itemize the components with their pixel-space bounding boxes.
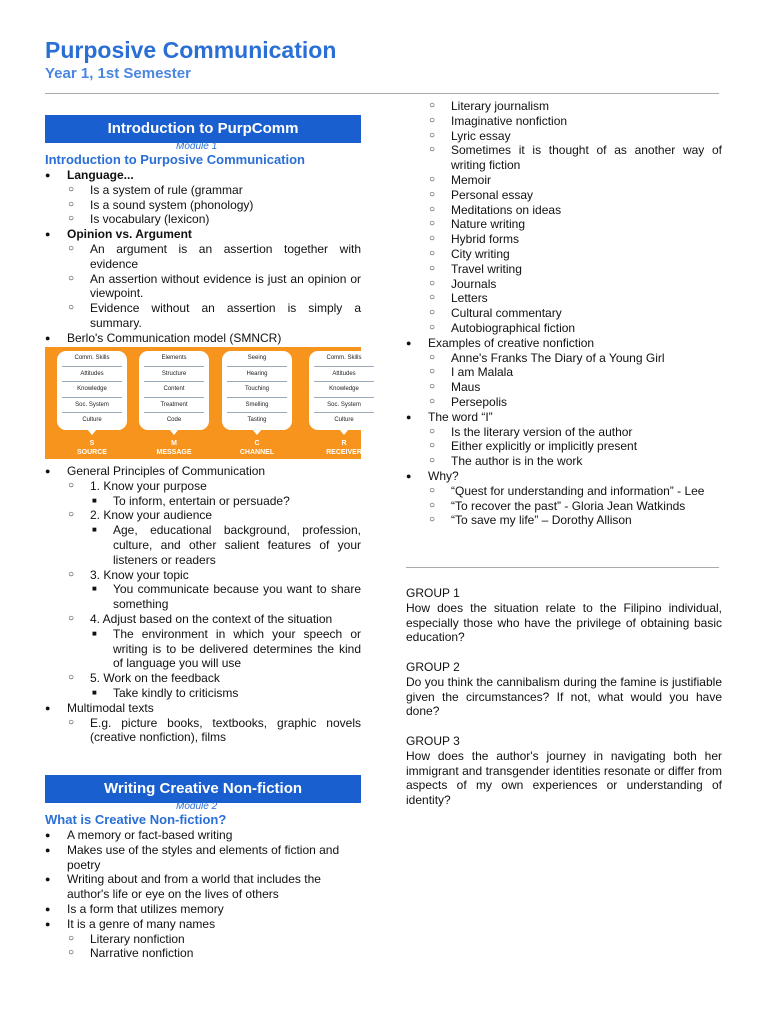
diagram-item: Attitudes bbox=[62, 367, 122, 383]
diagram-item: Content bbox=[144, 382, 204, 398]
list-item: ○ Nature writing bbox=[406, 217, 722, 232]
list-item: ○ 1. Know your purpose bbox=[45, 479, 361, 494]
diagram-letter: M bbox=[171, 440, 177, 447]
module1-list-top bbox=[45, 168, 361, 346]
diagram-item: Culture bbox=[334, 417, 354, 423]
diagram-item: Hearing bbox=[227, 367, 287, 383]
list-item: ○ 5. Work on the feedback bbox=[45, 671, 361, 686]
list-item: ○ An assertion without evidence is just an opinion or viewpoint. bbox=[45, 272, 361, 302]
list-item: ○ City writing bbox=[406, 247, 722, 262]
diagram-name: RECEIVER bbox=[326, 449, 362, 456]
module1-label: Module 1 bbox=[176, 141, 218, 152]
list-item: ○ E.g. picture books, textbooks, graphic novels (creative nonfiction), films bbox=[45, 716, 361, 746]
list-item: ○ An argument is an assertion together with evidence bbox=[45, 242, 361, 272]
module2-list-right bbox=[406, 99, 722, 528]
list-item: ○ Is the literary version of the author bbox=[406, 425, 722, 440]
page-title: Purposive Communication bbox=[45, 37, 337, 63]
list-item: ○ 2. Know your audience bbox=[45, 508, 361, 523]
list-item: ● The word “I” bbox=[406, 410, 722, 425]
group-question: Do you think the cannibalism during the famine is justifiable given the circumstances? If not, what would you have done? bbox=[406, 674, 722, 719]
diagram-item: Elements bbox=[144, 351, 204, 367]
diagram-item: Comm. Skills bbox=[62, 351, 122, 367]
list-item: ■ The environment in which your speech or writing is to be delivered determines the kind of language you will use bbox=[45, 627, 361, 671]
module1-banner: Introduction to PurpComm bbox=[45, 115, 361, 143]
list-item: ■ Age, educational background, profession, culture, and other salient features of your listeners or readers bbox=[45, 523, 361, 567]
diagram-item: Code bbox=[166, 417, 182, 423]
group-title: GROUP 3 bbox=[406, 733, 460, 748]
module1-list-bottom bbox=[45, 464, 361, 745]
header-divider bbox=[45, 93, 719, 94]
list-item: ● A memory or fact-based writing bbox=[45, 828, 361, 843]
module1-heading: Introduction to Purposive Communication bbox=[45, 152, 305, 167]
list-item: ○ Anne's Franks The Diary of a Young Girl bbox=[406, 351, 722, 366]
list-item: ○ Meditations on ideas bbox=[406, 203, 722, 218]
list-item: ● It is a genre of many names bbox=[45, 917, 361, 932]
list-item: ○ Hybrid forms bbox=[406, 232, 722, 247]
list-item: ○ Sometimes it is thought of as another way of writing fiction bbox=[406, 143, 722, 173]
list-item: ○ The author is in the work bbox=[406, 454, 722, 469]
list-item: ○ “To recover the past” - Gloria Jean Watkinds bbox=[406, 499, 722, 514]
list-item: ● Opinion vs. Argument bbox=[45, 227, 361, 242]
list-item: ○ Cultural commentary bbox=[406, 306, 722, 321]
diagram-card-receiver bbox=[309, 351, 379, 430]
diagram-item: Tasting bbox=[247, 417, 267, 423]
list-item: ● Is a form that utilizes memory bbox=[45, 902, 361, 917]
list-item: ○ Autobiographical fiction bbox=[406, 321, 722, 336]
berlo-model-diagram bbox=[45, 347, 361, 459]
card-pointer bbox=[252, 429, 262, 435]
diagram-item: Attitudes bbox=[314, 367, 374, 383]
diagram-item: Soc. System bbox=[314, 398, 374, 414]
list-item: ○ Journals bbox=[406, 277, 722, 292]
list-item: ○ Evidence without an assertion is simply a summary. bbox=[45, 301, 361, 331]
diagram-item: Knowledge bbox=[62, 382, 122, 398]
list-item: ○ 4. Adjust based on the context of the situation bbox=[45, 612, 361, 627]
list-item: ● Why? bbox=[406, 469, 722, 484]
page-subtitle: Year 1, 1st Semester bbox=[45, 65, 191, 82]
group-question: How does the author's journey in navigating both her immigrant and transgender identities resonate or differ from aspects of my own experiences or understanding of identity? bbox=[406, 748, 722, 808]
diagram-item: Culture bbox=[82, 417, 102, 423]
diagram-letter: S bbox=[89, 440, 95, 447]
list-item: ○ Travel writing bbox=[406, 262, 722, 277]
card-pointer bbox=[339, 429, 349, 435]
list-item: ○ Narrative nonfiction bbox=[45, 946, 361, 961]
diagram-card-source bbox=[57, 351, 127, 430]
list-item: ○ Imaginative nonfiction bbox=[406, 114, 722, 129]
list-item: ○ Is vocabulary (lexicon) bbox=[45, 212, 361, 227]
list-item: ○ “To save my life” – Dorothy Allison bbox=[406, 513, 722, 528]
diagram-item: Treatment bbox=[144, 398, 204, 414]
list-item: ○ Memoir bbox=[406, 173, 722, 188]
list-item: ● Writing about and from a world that includes the author's life or eye on the lives of others bbox=[45, 872, 361, 902]
diagram-item: Soc. System bbox=[62, 398, 122, 414]
diagram-letter: C bbox=[254, 440, 260, 447]
list-item: ○ Is a sound system (phonology) bbox=[45, 198, 361, 213]
card-pointer bbox=[169, 429, 179, 435]
list-item: ○ Literary nonfiction bbox=[45, 932, 361, 947]
list-item: ● General Principles of Communication bbox=[45, 464, 361, 479]
list-item: ○ Lyric essay bbox=[406, 129, 722, 144]
diagram-item: Touching bbox=[227, 382, 287, 398]
list-item: ● Makes use of the styles and elements of fiction and poetry bbox=[45, 843, 361, 873]
module2-label: Module 2 bbox=[176, 801, 218, 812]
diagram-letter: R bbox=[341, 440, 347, 447]
module2-list-left bbox=[45, 828, 361, 961]
diagram-card-message bbox=[139, 351, 209, 430]
diagram-item: Seeing bbox=[227, 351, 287, 367]
list-item: ○ Either explicitly or implicitly present bbox=[406, 439, 722, 454]
list-item: ○ Literary journalism bbox=[406, 99, 722, 114]
diagram-item: Knowledge bbox=[314, 382, 374, 398]
module2-heading: What is Creative Non-fiction? bbox=[45, 812, 227, 827]
diagram-card-channel bbox=[222, 351, 292, 430]
list-item: ○ “Quest for understanding and information” - Lee bbox=[406, 484, 722, 499]
diagram-name: CHANNEL bbox=[239, 449, 275, 456]
list-item: ○ Persepolis bbox=[406, 395, 722, 410]
list-item: ■ To inform, entertain or persuade? bbox=[45, 494, 361, 509]
list-item: ● Multimodal texts bbox=[45, 701, 361, 716]
diagram-item: Comm. Skills bbox=[314, 351, 374, 367]
diagram-name: MESSAGE bbox=[156, 449, 192, 456]
list-item: ● Language... bbox=[45, 168, 361, 183]
list-item: ● Berlo's Communication model (SMNCR) bbox=[45, 331, 361, 346]
list-item: ■ Take kindly to criticisms bbox=[45, 686, 361, 701]
list-item: ○ Is a system of rule (grammar bbox=[45, 183, 361, 198]
group-questions bbox=[406, 586, 722, 823]
list-item: ○ Letters bbox=[406, 291, 722, 306]
diagram-item: Structure bbox=[144, 367, 204, 383]
group-title: GROUP 2 bbox=[406, 659, 460, 674]
diagram-item: Smelling bbox=[227, 398, 287, 414]
list-item: ○ Personal essay bbox=[406, 188, 722, 203]
list-item: ● Examples of creative nonfiction bbox=[406, 336, 722, 351]
group-title: GROUP 1 bbox=[406, 586, 460, 600]
list-item: ■ You communicate because you want to share something bbox=[45, 582, 361, 612]
group-question: How does the situation relate to the Filipino individual, especially those who have the privilege of obtaining basic education? bbox=[406, 600, 722, 645]
list-item: ○ Maus bbox=[406, 380, 722, 395]
list-item: ○ I am Malala bbox=[406, 365, 722, 380]
card-pointer bbox=[87, 429, 97, 435]
section-divider bbox=[406, 567, 719, 568]
module2-banner: Writing Creative Non-fiction bbox=[45, 775, 361, 803]
list-item: ○ 3. Know your topic bbox=[45, 568, 361, 583]
diagram-name: SOURCE bbox=[77, 449, 107, 456]
